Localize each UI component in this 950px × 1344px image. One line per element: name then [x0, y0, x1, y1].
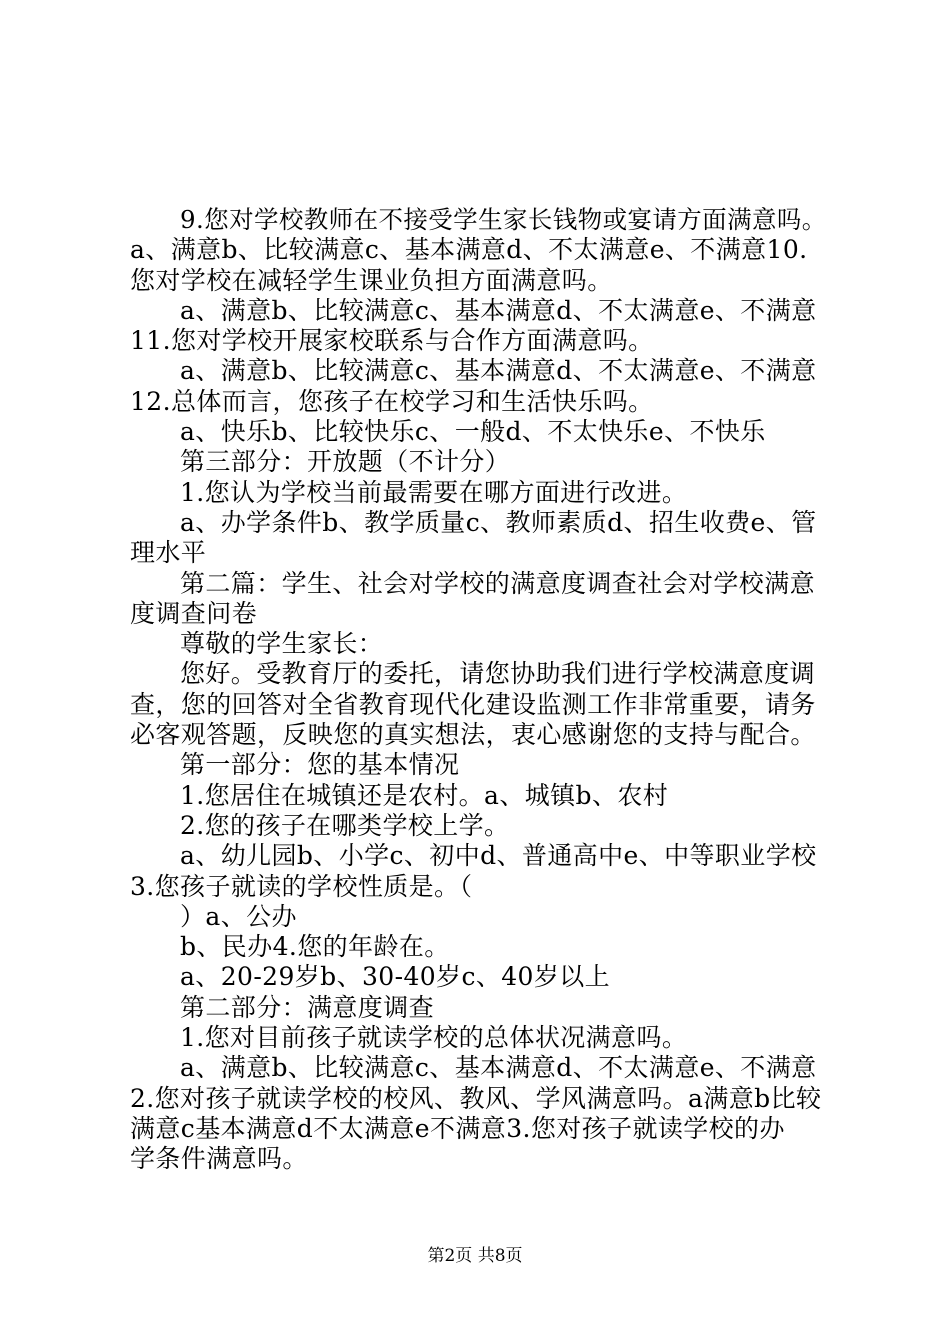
text-line: 1.您对目前孩子就读学校的总体状况满意吗。: [180, 1023, 688, 1053]
text-line: 尊敬的学生家长：: [180, 629, 384, 659]
text-line: 学条件满意吗。: [130, 1144, 308, 1174]
document-body: [130, 205, 830, 1175]
text-line: a、满意b、比较满意c、基本满意d、不太满意e、不满意: [180, 295, 817, 325]
text-line: 1.您居住在城镇还是农村。a、城镇b、农村: [180, 780, 669, 810]
text-line: a、满意b、比较满意c、基本满意d、不太满意e、不满意: [180, 1053, 817, 1083]
text-line: a、幼儿园b、小学c、初中d、普通高中e、中等职业学校: [180, 841, 817, 871]
text-line: 理水平: [130, 538, 207, 568]
text-line: 2.您的孩子在哪类学校上学。: [180, 810, 510, 840]
text-line: 您好。受教育厅的委托，请您协助我们进行学校满意度调: [180, 659, 816, 689]
text-line: 11.您对学校开展家校联系与合作方面满意吗。: [130, 326, 654, 356]
text-line: a、满意b、比较满意c、基本满意d、不太满意e、不满意10.: [130, 235, 808, 265]
text-line: 查，您的回答对全省教育现代化建设监测工作非常重要，请务: [130, 689, 816, 719]
text-line: b、民办4.您的年龄在。: [180, 932, 450, 962]
text-line: 1.您认为学校当前最需要在哪方面进行改进。: [180, 477, 688, 507]
text-line: a、满意b、比较满意c、基本满意d、不太满意e、不满意: [180, 356, 817, 386]
text-line: 第一部分：您的基本情况: [180, 750, 460, 780]
text-line: 3.您孩子就读的学校性质是。（: [130, 871, 473, 901]
text-line: 必客观答题，反映您的真实想法，衷心感谢您的支持与配合。: [130, 720, 816, 750]
text-line: 12.总体而言，您孩子在校学习和生活快乐吗。: [130, 386, 654, 416]
page-footer: 第2页 共8页: [427, 1246, 523, 1266]
text-line: 2.您对孩子就读学校的校风、教风、学风满意吗。a满意b比较: [130, 1083, 822, 1113]
text-line: ）a、公办: [180, 901, 297, 931]
text-line: a、20-29岁b、30-40岁c、40岁以上: [180, 962, 611, 992]
text-line: 您对学校在减轻学生课业负担方面满意吗。: [130, 265, 613, 295]
text-line: 9.您对学校教师在不接受学生家长钱物或宴请方面满意吗。: [180, 205, 827, 234]
text-line: a、办学条件b、教学质量c、教师素质d、招生收费e、管: [180, 507, 817, 537]
text-line: 第二篇：学生、社会对学校的满意度调查社会对学校满意: [180, 568, 816, 598]
text-line: 度调查问卷: [130, 598, 258, 628]
text-line: 第三部分：开放题（不计分）: [180, 447, 511, 477]
text-line: a、快乐b、比较快乐c、一般d、不太快乐e、不快乐: [180, 417, 766, 447]
text-line: 满意c基本满意d不太满意e不满意3.您对孩子就读学校的办: [130, 1113, 785, 1143]
text-line: 第二部分：满意度调查: [180, 992, 435, 1022]
